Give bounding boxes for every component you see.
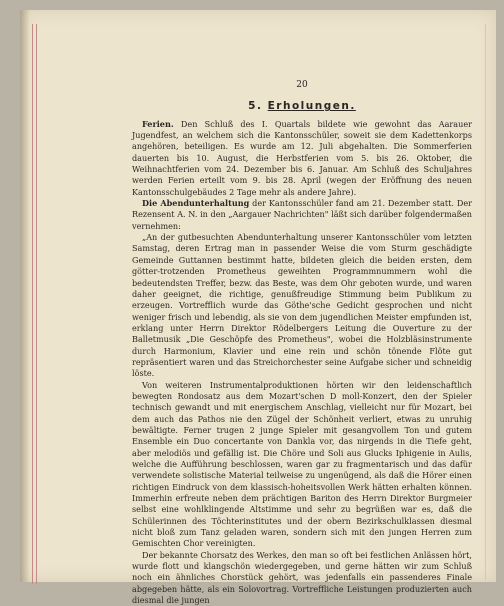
paragraph-text: der Kantonsschüler fand am 21. Dezember statt. Der Rezensent A. N. in den „Aargauer Nachrichten" läßt sich darüber folgendermaßen vernehmen:	[132, 198, 472, 231]
paragraph-abendunterhaltung	[132, 198, 472, 232]
paragraph-text: Den Schluß des I. Quartals bildete wie gewohnt das Aarauer Jugendfest, an welchem sich die Kantonsschüler, soweit sie dem Kadettenkorps angehören, beteiligen. Es wurde am 12. Juli abgehalten. Die Sommerferien dauerten bis 10. August, die Herbstferien vom 5. bis 26. Oktober, die Weihnachtferien vom 24. Dezember bis 6. Januar. Am Schluß des Schuljahres werden Ferien erteilt vom 9. bis 28. April (wegen der Eröffnung des neuen Kantonsschulgebäudes 2 Tage mehr als andere Jahre).	[132, 118, 472, 197]
section-heading	[132, 101, 472, 112]
page-content	[132, 80, 472, 606]
margin-rule	[36, 24, 37, 584]
paragraph-text: „An der gutbesuchten Abendunterhaltung unserer Kantonsschüler vom letzten Samstag, deren Ertrag man in passender Weise die vom Sturm geschädigte Gemeinde Guttannen bestimmt hatte, bildeten gleich die beiden ersten, dem götter-trotzenden Prometheus geweihten Programmnummern wohl die bedeutendsten Treffer, bezw. das Beste, was dem Ohr geboten wurde, und waren daher geeignet, die richtige, genußfreudige Stimmung beim Publikum zu erzeugen. Vortrefflich wurde das Göthe'sche Gedicht gesprochen und nicht weniger frisch und lebendig, als sie von dem jugendlichen Meister empfunden ist, erklang unter Herrn Direktor Rödelbergers Leitung die Ouverture zu der Balletmusik „Die Geschöpfe des Prometheus", wobei die Holzbläsinstrumente durch Harmonium, Klavier und eine rein und schön tönende Flöte gut repräsentiert waren und das Streichorchester seine Aufgabe sicher und schneidig löste.	[132, 232, 472, 379]
page-edge	[485, 24, 486, 580]
page-number: 20	[296, 80, 308, 90]
section-number: 5.	[248, 100, 263, 113]
binding-shadow	[20, 10, 30, 582]
section-title: Erholungen.	[267, 100, 356, 113]
run-in-heading: Ferien.	[142, 118, 174, 129]
margin-rule	[32, 24, 33, 584]
paragraph-text: Der bekannte Chorsatz des Werkes, den man so oft bei festlichen Anlässen hört, wurde flott und klangschön wiedergegeben, und gerne hätten wir zum Schluß noch ein ähnliches Chorstück gehört, was jedenfalls ein passenderes Finale abgegeben hätte, als ein Solovortrag. Vortreffliche Leistungen produzierten auch diesmal die jungen	[132, 549, 472, 606]
paragraph-review	[132, 232, 472, 379]
paragraph-ferien	[132, 119, 472, 198]
paragraph-chorsatz	[132, 550, 472, 606]
paragraph-text: Von weiteren Instrumentalproduktionen hörten wir den leidenschaftlich bewegten Rondosatz aus dem Mozart'schen D moll-Konzert, den der Spieler technisch gewandt und mit energischem Anschlag, vielleicht nur für Mozart, bei dem auch das Pathos nie den Zügel der Schönheit verliert, etwas zu unruhig bewältigte. Ferner trugen 2 junge Spieler mit gesangvollem Ton und gutem Ensemble ein Duo concertante von Dankla vor, das nirgends in die Tiefe geht, aber melodiös und gefällig ist. Die Chöre und Soli aus Glucks Iphigenie in Aulis, welche die Aufführung beschlossen, waren gar zu fragmentarisch und das dafür verwendete solistische Material teilweise zu ungenügend, als daß die Hörer einen richtigen Eindruck von dem klassisch-hoheitsvollen Werk hätten erhalten können. Immerhin erfreute neben dem prächtigen Bariton des Herrn Direktor Burgmeier selbst eine wohlklingende Altstimme und sehr zu begrüßen war es, daß die Schülerinnen des Töchterinstitutes und der obern Bezirkschulklassen diesmal nicht bloß zum Tanz geladen waren, sondern sich mit den jungen Herren zum Gemischten Chor vereinigten.	[132, 379, 472, 549]
paragraph-instrumental	[132, 380, 472, 550]
run-in-heading: Die Abendunterhaltung	[142, 198, 250, 209]
